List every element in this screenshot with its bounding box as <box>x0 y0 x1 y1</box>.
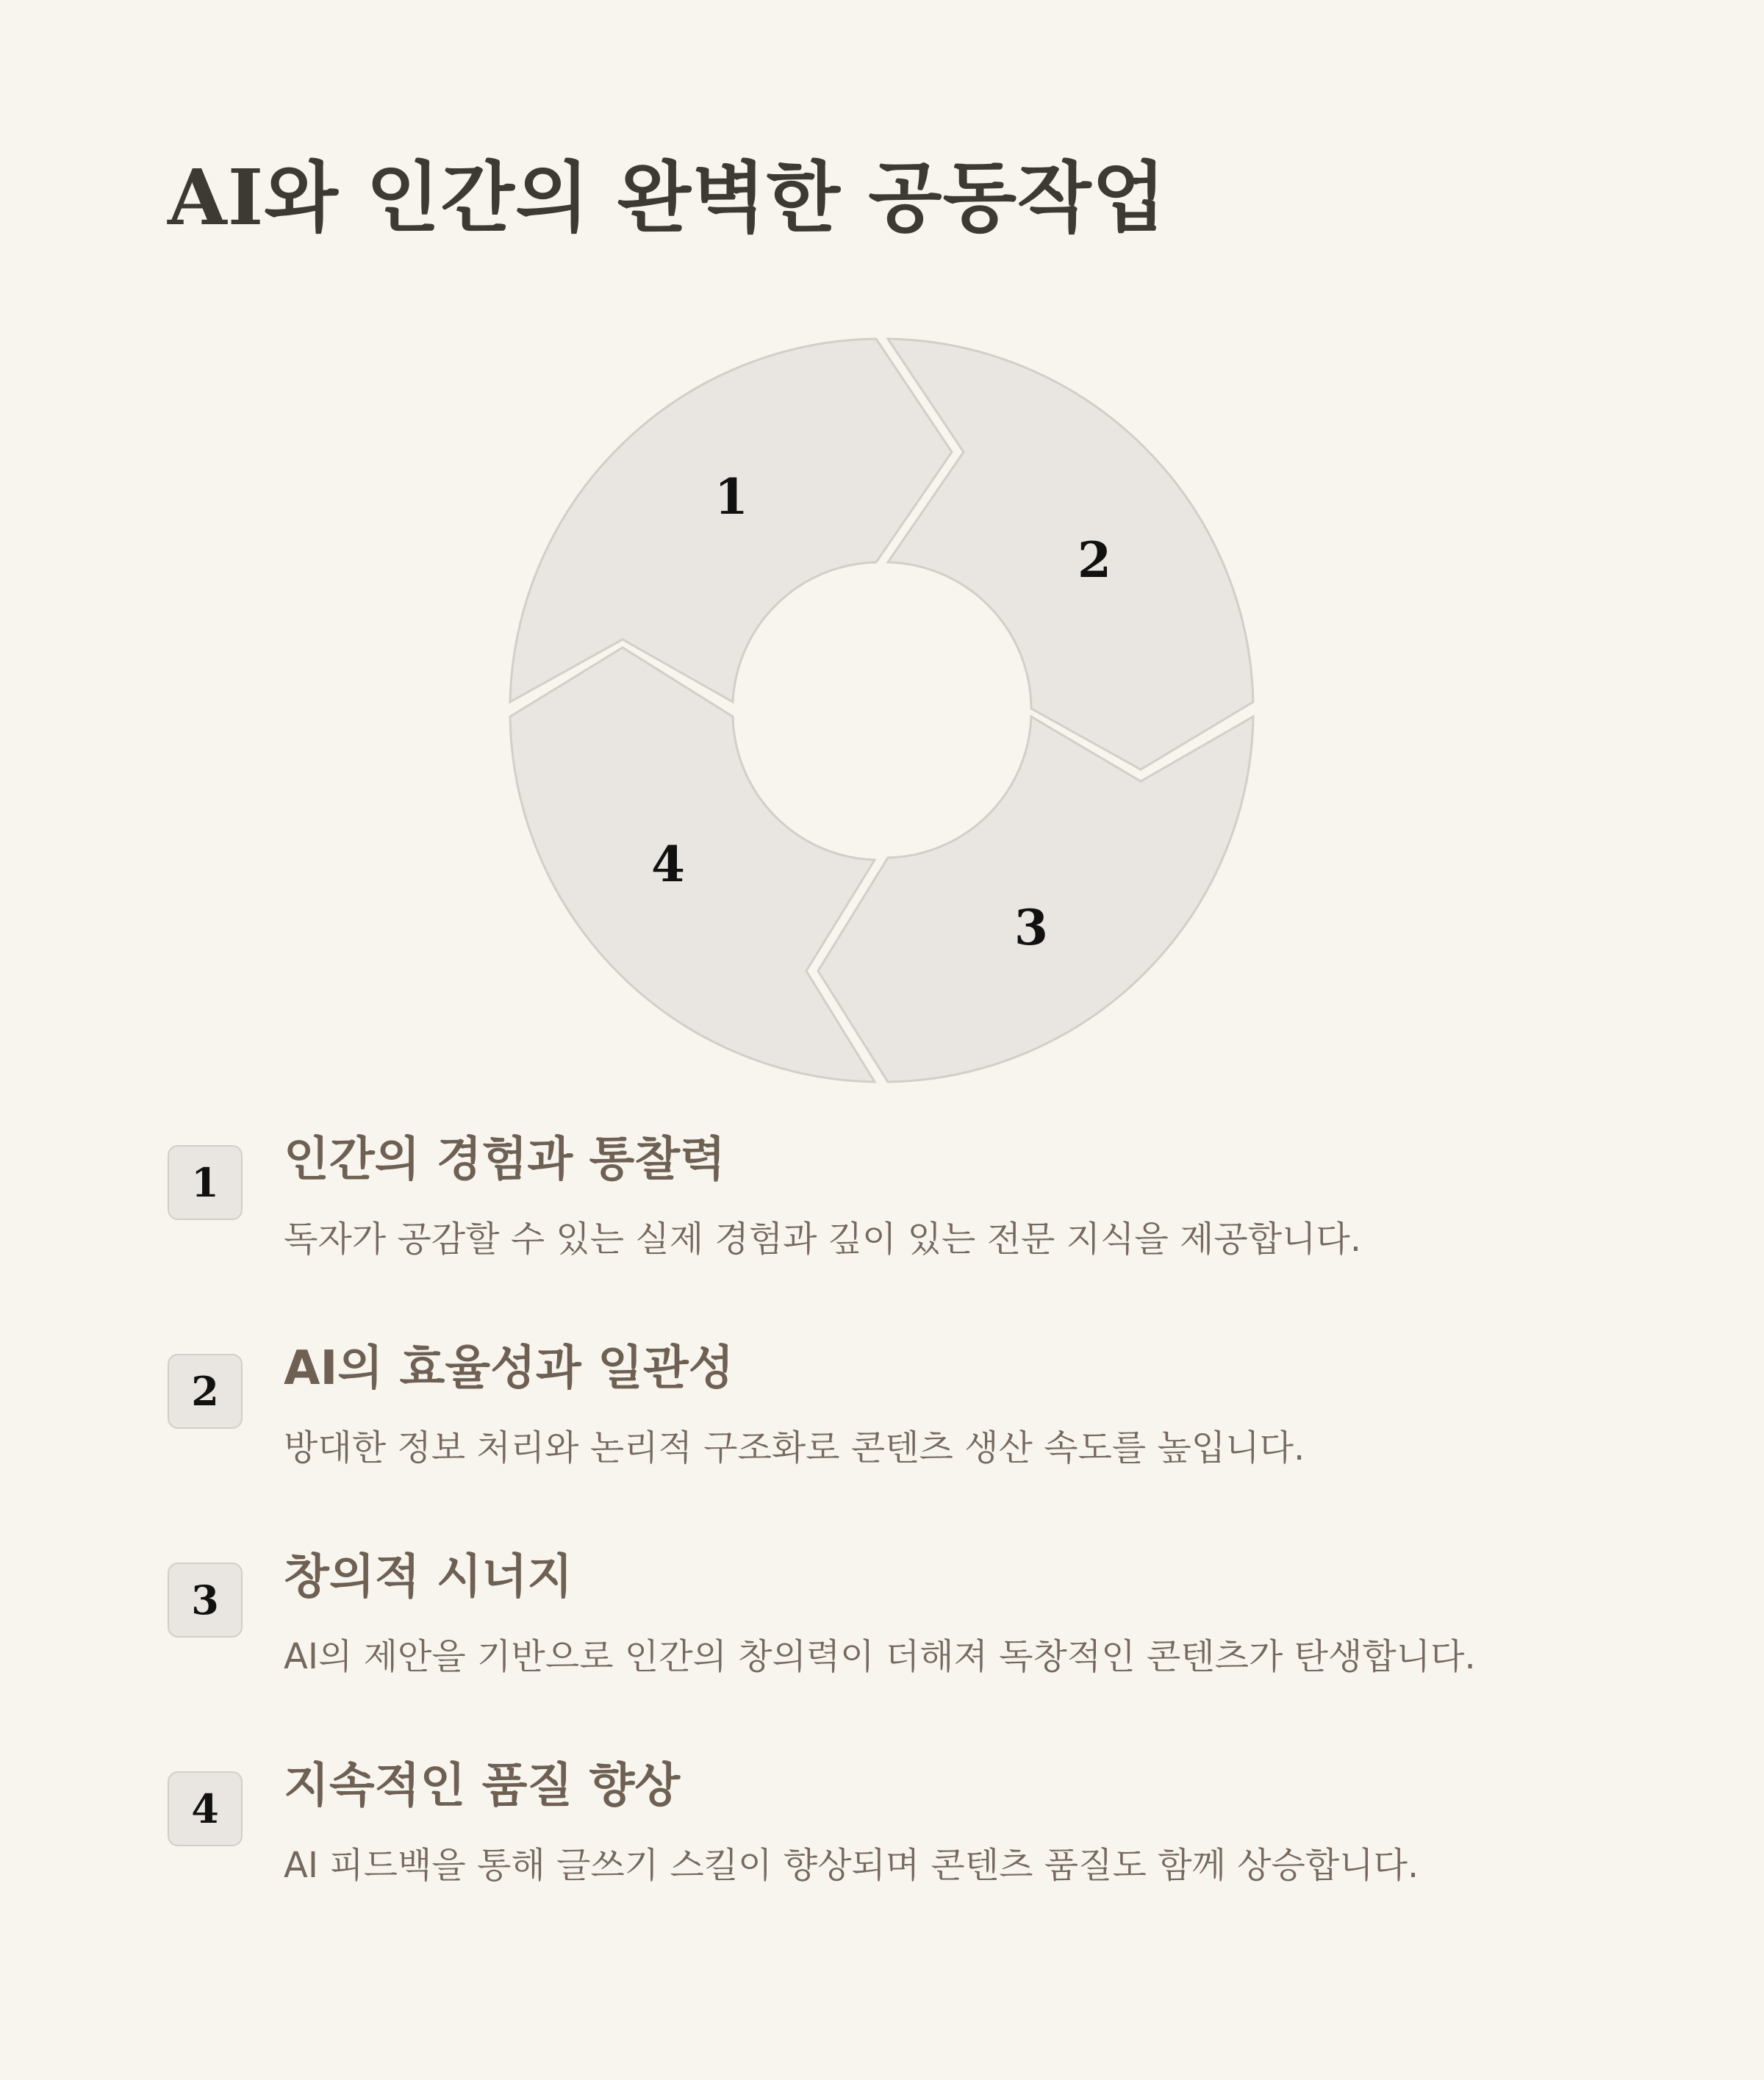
cycle-segment-1-label: 1 <box>714 468 748 526</box>
cycle-segment-2-label: 2 <box>1078 531 1111 589</box>
page-title: AI와 인간의 완벽한 공동작업 <box>168 152 1167 243</box>
step-1-title: 인간의 경험과 통찰력 <box>284 1133 725 1187</box>
step-3-description: AI의 제안을 기반으로 인간의 창의력이 더해져 독창적인 콘텐츠가 탄생합니다. <box>284 1636 1476 1677</box>
step-1-description: 독자가 공감할 수 있는 실제 경험과 깊이 있는 전문 지식을 제공합니다. <box>284 1219 1362 1260</box>
step-2-description: 방대한 정보 처리와 논리적 구조화로 콘텐츠 생산 속도를 높입니다. <box>284 1427 1305 1468</box>
step-3-title: 창의적 시너지 <box>284 1550 573 1604</box>
cycle-segment-4 <box>510 648 875 1082</box>
cycle-segment-2 <box>888 339 1253 770</box>
step-3-badge: 3 <box>168 1563 243 1638</box>
cycle-segment-3-label: 3 <box>1014 899 1048 956</box>
step-1-badge: 1 <box>168 1145 243 1220</box>
cycle-segment-4-label: 4 <box>651 836 685 893</box>
step-2-title: AI의 효율성과 일관성 <box>284 1341 734 1396</box>
step-4-badge: 4 <box>168 1771 243 1846</box>
step-4-description: AI 피드백을 통해 글쓰기 스킬이 향상되며 콘텐츠 품질도 함께 상승합니다. <box>284 1845 1419 1886</box>
step-2-badge: 2 <box>168 1354 243 1429</box>
step-4-title: 지속적인 품질 향상 <box>284 1759 681 1813</box>
